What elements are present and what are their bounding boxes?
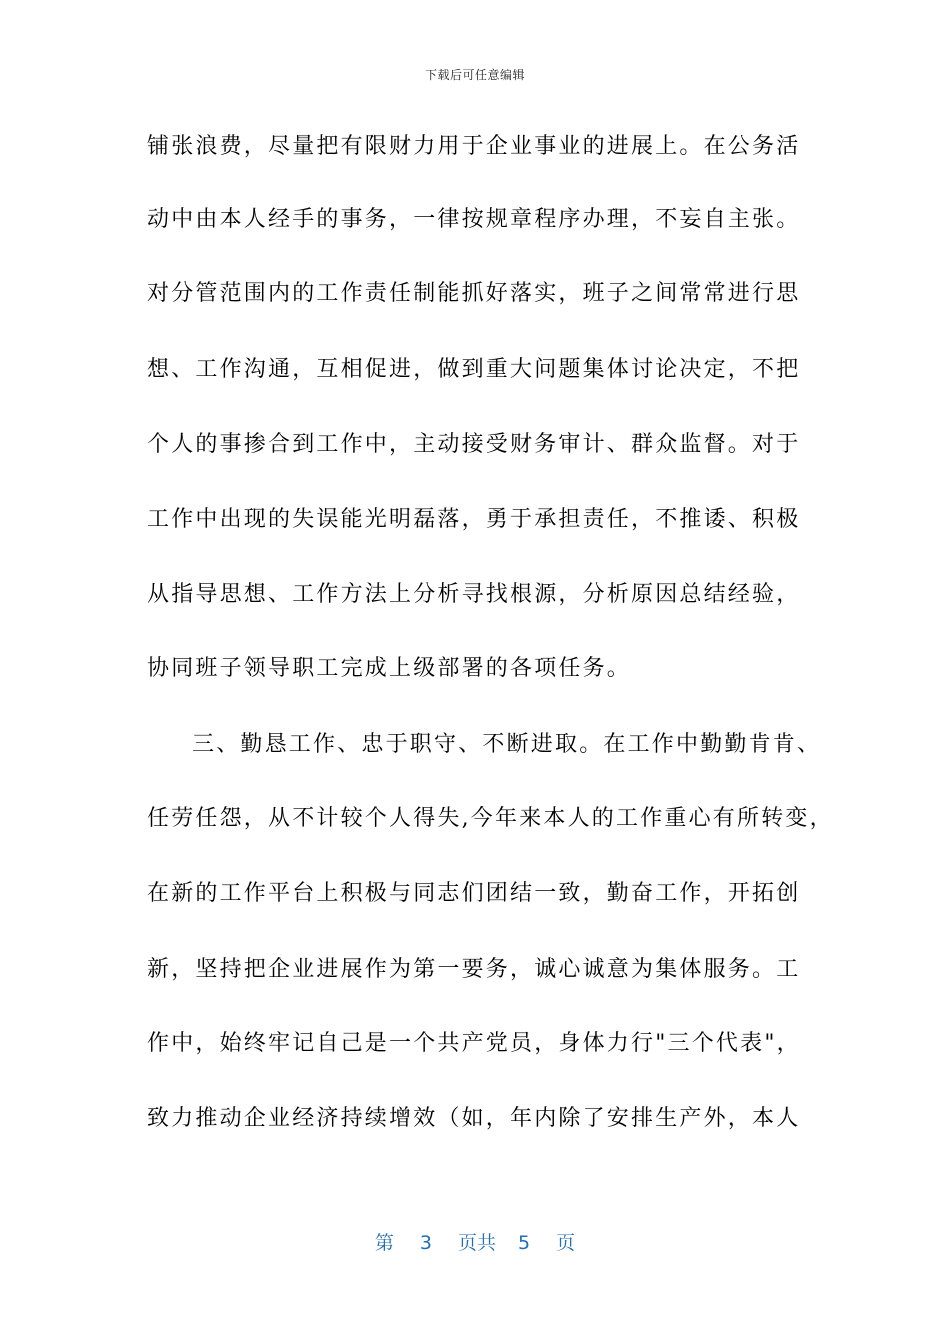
page-number: 3 — [419, 1232, 432, 1254]
paragraph-line: 任劳任怨，从不计较个人得失,今年来本人的工作重心有所转变， — [147, 806, 834, 831]
paragraph-line: 致力推动企业经济持续增效（如，年内除了安排生产外，本人 — [147, 1106, 801, 1131]
paragraph-line: 对分管范围内的工作责任制能抓好落实，班子之间常常进行思 — [147, 281, 801, 306]
paragraph-line: 三、勤恳工作、忠于职守、不断进取。在工作中勤勤肯肯、 — [192, 732, 822, 757]
paragraph-line: 协同班子领导职工完成上级部署的各项任务。 — [147, 656, 632, 681]
paragraph-line: 个人的事掺合到工作中，主动接受财务审计、群众监督。对于 — [147, 432, 801, 457]
paragraph-line: 想、工作沟通，互相促进，做到重大问题集体讨论决定，不把 — [147, 357, 801, 382]
paragraph-line: 作中，始终牢记自己是一个共产党员，身体力行"三个代表"， — [147, 1031, 801, 1056]
page-prefix: 第 — [374, 1232, 394, 1254]
paragraph-line: 新，坚持把企业进展作为第一要务，诚心诚意为集体服务。工 — [147, 957, 801, 982]
paragraph-line: 工作中出现的失误能光明磊落，勇于承担责任，不推诿、积极 — [147, 507, 801, 532]
page-footer — [0, 1228, 950, 1255]
paragraph-line: 在新的工作平台上积极与同志们团结一致，勤奋工作，开拓创 — [147, 881, 801, 906]
page-total: 5 — [518, 1232, 531, 1254]
paragraph-line: 铺张浪费，尽量把有限财力用于企业事业的进展上。在公务活 — [147, 134, 801, 159]
header-note: 下载后可任意编辑 — [424, 68, 525, 82]
paragraph-line: 动中由本人经手的事务，一律按规章程序办理，不妄自主张。 — [147, 207, 801, 232]
page-suffix: 页 — [556, 1232, 576, 1254]
paragraph-line: 从指导思想、工作方法上分析寻找根源，分析原因总结经验， — [147, 582, 801, 607]
page-middle: 页共 — [457, 1232, 496, 1254]
